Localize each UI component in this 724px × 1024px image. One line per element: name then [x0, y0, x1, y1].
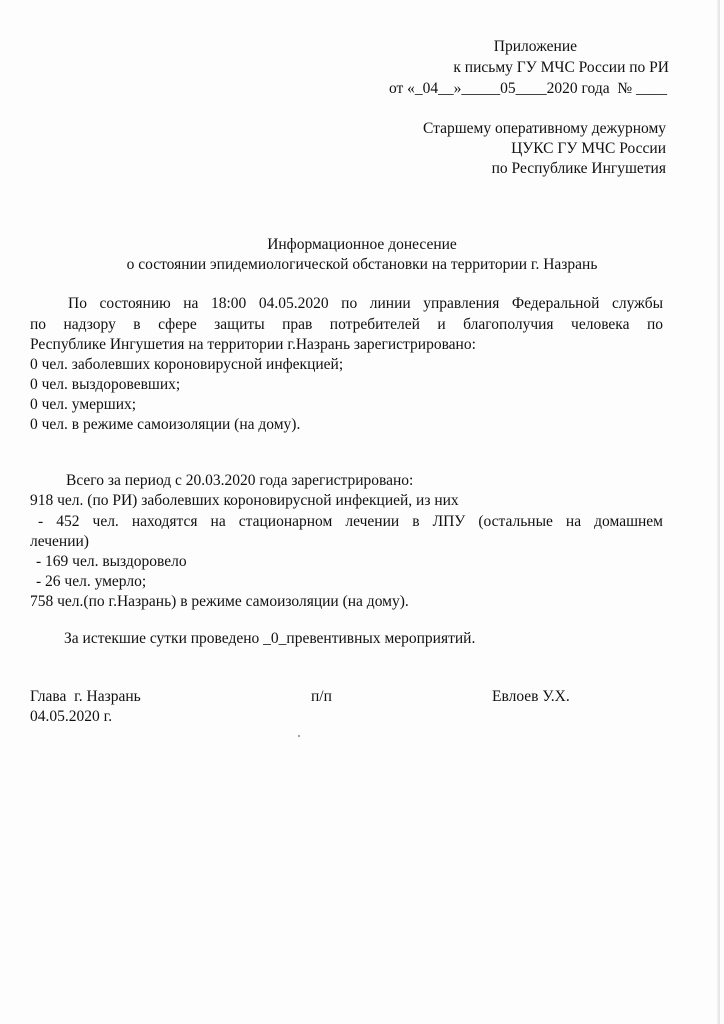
total-heading: Всего за период с 20.03.2020 года зарегистрировано: — [66, 472, 414, 489]
daily-item: 0 чел. умерших; — [30, 396, 137, 413]
total-line: 918 чел. (по РИ) заболевших короновирусной инфекцией, из них — [30, 492, 459, 509]
annex-letter-ref: к письму ГУ МЧС России по РИ — [453, 59, 669, 76]
addressee-line-3: по Республике Ингушетия — [491, 160, 666, 177]
addressee-line-1: Старшему оперативному дежурному — [423, 120, 666, 137]
annex-date-number: от «_04__»_____05____2020 года № ____ — [388, 80, 667, 97]
signature-mark: п/п — [311, 688, 332, 705]
preventive-measures: За истекшие сутки проведено _0_превентивных мероприятий. — [64, 630, 476, 647]
total-line: лечении) — [30, 533, 89, 550]
scan-speck — [298, 735, 300, 737]
daily-para-line-2: по надзору в сфере защиты прав потребителей и благополучия человека по — [30, 316, 663, 333]
daily-item: 0 чел. в режиме самоизоляции (на дому). — [30, 416, 301, 433]
total-line: - 452 чел. находятся на стационарном лечении в ЛПУ (остальные на домашнем — [38, 513, 663, 530]
annex-title: Приложение — [493, 38, 577, 55]
daily-item: 0 чел. заболевших короновирусной инфекцией; — [30, 356, 344, 373]
total-line: - 169 чел. выздоровело — [36, 553, 187, 570]
total-line: - 26 чел. умерло; — [36, 573, 147, 590]
signatory-name: Евлоев У.Х. — [492, 688, 570, 705]
total-line: 758 чел.(по г.Назрань) в режиме самоизоляции (на дому). — [30, 593, 409, 610]
daily-para-line-1: По состоянию на 18:00 04.05.2020 по линии управления Федеральной службы — [68, 295, 663, 312]
report-subtitle: о состоянии эпидемиологической обстановки на территории г. Назрань — [126, 256, 598, 273]
scan-edge — [717, 0, 720, 1024]
addressee-line-2: ЦУКС ГУ МЧС России — [511, 140, 666, 157]
signature-date: 04.05.2020 г. — [30, 708, 113, 725]
signatory-position: Глава г. Назрань — [30, 688, 141, 705]
report-title: Информационное донесение — [267, 236, 457, 253]
daily-item: 0 чел. выздоровевших; — [30, 376, 181, 393]
daily-para-line-3: Республике Ингушетия на территории г.Назрань зарегистрировано: — [30, 336, 476, 353]
